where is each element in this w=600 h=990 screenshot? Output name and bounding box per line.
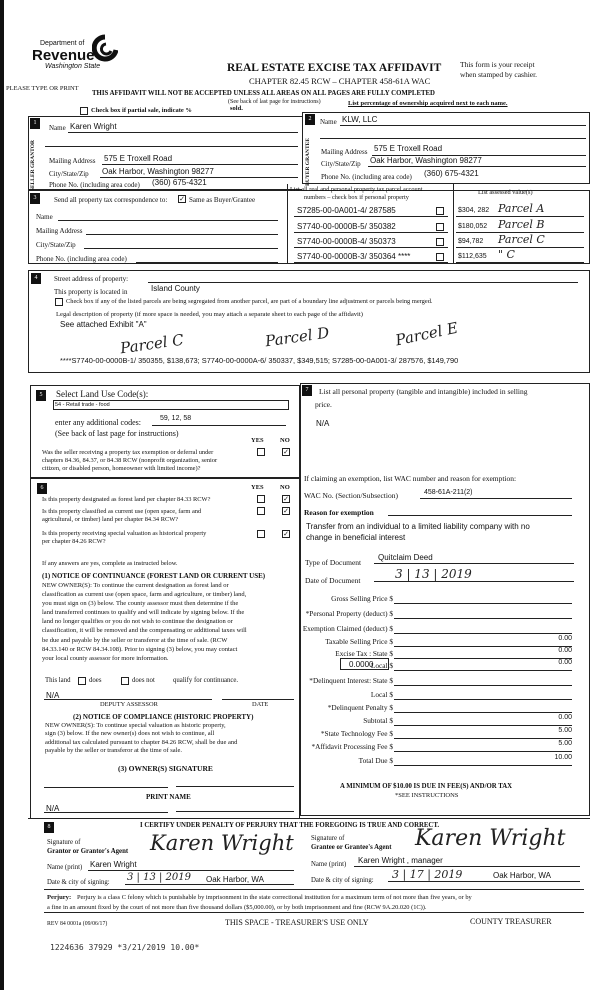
- reason-label: Reason for exemption: [304, 508, 374, 517]
- notice-line: classification, it will be removed and the compensating or additional taxes will: [42, 627, 247, 635]
- grantee-agent-label: Grantee or Grantee's Agent: [311, 844, 392, 851]
- date-label: DATE: [252, 701, 269, 708]
- parcel-header: List all real and personal property tax parcel account: [290, 186, 423, 193]
- does-not-label: does not: [132, 677, 155, 684]
- partial-sale-checkbox[interactable]: [80, 107, 88, 115]
- date-doc-label: Date of Document: [305, 576, 361, 585]
- exemption-no-checkbox[interactable]: ✓: [283, 448, 289, 456]
- notice-line: NEW OWNER(S): To continue the current designation as forest land or: [42, 582, 229, 589]
- section-number: 4: [31, 273, 41, 284]
- land-use-label: Select Land Use Code(s):: [56, 389, 149, 399]
- sold-label: sold.: [230, 105, 243, 112]
- street-label: Street address of property:: [54, 275, 129, 283]
- fee-value[interactable]: 0.00: [558, 635, 572, 642]
- grantee-sig-label: Signature of: [311, 835, 345, 842]
- additional-parcels: ****S7740-00-0000B-1/ 350355, $138,673; S7740-00-0000A-6/ 350337, $349,515; S7285-00-0A001-3/ 287576, $149,790: [60, 356, 459, 365]
- grantor-date-field[interactable]: 3 | 13 | 2019: [127, 872, 191, 883]
- seller-city-field[interactable]: Oak Harbor, Washington 98277: [102, 167, 214, 176]
- notice-line: land no longer qualifies or you do not wish to continue the designation or: [42, 618, 233, 626]
- fee-label: Local $: [370, 690, 393, 699]
- notice-line: 84.33.140 or RCW 84.34.108). Prior to signing (3) below, you may contact: [42, 645, 238, 653]
- parcel-header-2: numbers – check box if personal property: [304, 194, 409, 201]
- current-use-question-2: agricultural, or timber) land per chapter 84.34 RCW?: [42, 516, 179, 523]
- handwritten-parcel-d: Parcel D: [264, 323, 331, 351]
- dor-swirl-icon: [92, 34, 118, 62]
- historic-no-checkbox[interactable]: ✓: [283, 530, 289, 538]
- fee-value[interactable]: 5.00: [558, 727, 572, 734]
- county-field[interactable]: Island County: [151, 284, 200, 293]
- notice-line: land transferred continues to qualify and will indicate by signing below. If the: [42, 609, 245, 617]
- notice-continuance-title: (1) NOTICE OF CONTINUANCE (FOREST LAND OR CURRENT USE): [42, 572, 266, 580]
- grantor-agent-label: Grantor or Grantor's Agent: [47, 848, 129, 855]
- seller-name-label: Name: [49, 124, 66, 132]
- fee-value[interactable]: 5.00: [558, 740, 572, 747]
- buyer-name-field[interactable]: KLW, LLC: [342, 115, 378, 124]
- forest-question: Is this property designated as forest land per chapter 84.33 RCW?: [42, 496, 211, 503]
- buyer-phone-field[interactable]: (360) 675-4321: [424, 169, 479, 178]
- exemption-question-2: chapters 84.36, 84.37, or 84.38 RCW (nonprofit organization, senior: [42, 457, 218, 464]
- current-use-question: Is this property classified as current use (open space, farm and: [42, 508, 202, 515]
- type-doc-field[interactable]: Quitclaim Deed: [378, 553, 433, 562]
- county-treasurer-label: COUNTY TREASURER: [470, 917, 552, 926]
- section-number: 7: [302, 385, 312, 396]
- notice-compliance-text: [45, 722, 237, 755]
- perjury-text: Perjury is a class C felony which is punishable by imprisonment in the state correctional institution for a maximum term of not more than five years, or by: [77, 894, 472, 901]
- see-instructions: *SEE INSTRUCTIONS: [395, 792, 459, 799]
- logo-revenue: Revenue: [32, 47, 95, 64]
- historic-yes-checkbox[interactable]: [257, 530, 265, 538]
- grantor-name-field[interactable]: Karen Wright: [90, 860, 137, 869]
- parcel-number[interactable]: S7285-00-0A001-4/ 287585: [297, 206, 396, 215]
- located-label: This property is located in: [54, 288, 128, 296]
- notice-continuance-text: [42, 581, 247, 663]
- notice-compliance-title: (2) NOTICE OF COMPLIANCE (HISTORIC PROPERTY): [73, 713, 254, 721]
- does-label: does: [89, 677, 102, 684]
- logo-state: Washington State: [45, 63, 101, 70]
- seller-mail-field[interactable]: 575 E Troxell Road: [104, 154, 173, 163]
- grantee-date-label: Date & city of signing:: [311, 877, 374, 884]
- buyer-city-label: City/State/Zip: [321, 160, 361, 168]
- fee-label: Total Due $: [358, 756, 393, 765]
- section-number: 2: [305, 114, 315, 125]
- parcel-number[interactable]: S7740-00-0000B-5/ 350382: [297, 222, 396, 231]
- section-number: 5: [36, 390, 46, 401]
- fee-label: Gross Selling Price $: [331, 594, 393, 603]
- parcel-number[interactable]: S7740-00-0000B-4/ 350373: [297, 237, 396, 246]
- qualify-label: qualify for continuance.: [173, 677, 239, 684]
- personal-property-field[interactable]: N/A: [316, 419, 330, 428]
- grantee-date-field[interactable]: 3 | 17 | 2019: [392, 868, 463, 881]
- form-revision: REV 84 0001a (09/06/17): [47, 921, 108, 927]
- fee-label: Exemption Claimed (deduct) $: [302, 624, 393, 633]
- corr-phone-label: Phone No. (including area code): [36, 255, 127, 263]
- land-use-value: 54 - Retail trade - food: [55, 402, 110, 408]
- notice-line: your local county assessor for more information.: [42, 654, 169, 662]
- land-use-select[interactable]: [53, 400, 289, 410]
- yes-header: YES: [251, 437, 264, 444]
- reason-field[interactable]: Transfer from an individual to a limited liability company with no: [306, 522, 530, 531]
- print-name-field[interactable]: N/A: [46, 804, 60, 813]
- buyer-phone-label: Phone No. (including area code): [321, 173, 412, 181]
- fee-label: Taxable Selling Price $: [325, 637, 393, 646]
- logo-dept: Department of: [40, 40, 85, 47]
- personal-property-label: List all personal property (tangible and intangible) included in selling: [319, 387, 528, 396]
- date-doc-field[interactable]: 3 | 13 | 2019: [395, 567, 472, 581]
- seller-name-field[interactable]: Karen Wright: [70, 122, 117, 131]
- buyer-side-label: BUYER GRANTEE: [305, 138, 311, 186]
- warning: THIS AFFIDAVIT WILL NOT BE ACCEPTED UNLESS ALL AREAS ON ALL PAGES ARE FULLY COMPLETED: [92, 90, 435, 97]
- notice-line: sign (3) below. If the new owner(s) does not wish to continue, all: [45, 730, 215, 738]
- segregated-label: Check box if any of the listed parcels are being segregated from another parcel, are part of a boundary line adjustment or parcels being merged.: [66, 298, 433, 305]
- no-header: NO: [280, 437, 290, 444]
- see-back: (See back of last page for instructions): [228, 99, 321, 105]
- notice-line: be due and payable by the seller or transferor at the time of sale. (RCW: [42, 636, 228, 644]
- notice-line: NEW OWNER(S): To continue special valuation as historic property,: [45, 722, 226, 729]
- forest-yes-checkbox[interactable]: [257, 495, 265, 503]
- yes-header: YES: [251, 484, 264, 491]
- corr-mail-label: Mailing Address: [36, 227, 83, 235]
- fee-label: *Delinquent Penalty $: [327, 703, 393, 712]
- same-as-buyer-label: Same as Buyer/Grantee: [189, 196, 256, 204]
- corr-city-label: City/State/Zip: [36, 241, 76, 249]
- does-not-qualify-checkbox[interactable]: [121, 677, 129, 685]
- assessed-value[interactable]: $304, 282: [458, 207, 490, 214]
- deputy-assessor-field[interactable]: N/A: [46, 691, 60, 700]
- section-number: 3: [30, 193, 40, 204]
- list-pct: List percentage of ownership acquired next to each name.: [348, 100, 508, 107]
- handwritten-parcel-note: Parcel C: [498, 233, 545, 246]
- fee-label: Excise Tax : State $: [335, 649, 393, 658]
- fee-value[interactable]: 0.00: [558, 659, 572, 666]
- fee-label: Local $: [370, 661, 393, 670]
- treasurer-stamp: 1224636 37929 *3/21/2019 10.00*: [50, 943, 200, 952]
- current-use-yes-checkbox[interactable]: [257, 507, 265, 515]
- local-rate-value: 0.0000: [349, 660, 374, 669]
- grantee-name-field[interactable]: Karen Wright , manager: [358, 856, 443, 865]
- grantee-city-field[interactable]: Oak Harbor, WA: [493, 871, 551, 880]
- historic-question: Is this property receiving special valuation as historical property: [42, 530, 207, 537]
- personal-property-checkbox[interactable]: [436, 253, 444, 261]
- seller-phone-field[interactable]: (360) 675-4321: [152, 178, 207, 187]
- grantor-signature[interactable]: Karen Wright: [150, 831, 294, 855]
- seller-mail-label: Mailing Address: [49, 157, 96, 165]
- grantor-name-label: Name (print): [47, 864, 83, 871]
- fee-value[interactable]: 0.00: [558, 647, 572, 654]
- handwritten-parcel-c: Parcel C: [119, 330, 185, 358]
- handwritten-parcel-note: Parcel A: [498, 202, 545, 215]
- historic-question-2: per chapter 84.26 RCW?: [42, 538, 106, 545]
- perjury-label: Perjury:: [47, 894, 72, 901]
- notice-line: you must sign on (3) below. The county assessor must then determine if the: [42, 600, 239, 608]
- assessed-value[interactable]: $112,635: [458, 253, 487, 260]
- fee-value[interactable]: 10.00: [554, 754, 572, 761]
- current-use-no-checkbox[interactable]: ✓: [283, 507, 289, 515]
- no-header: NO: [280, 484, 290, 491]
- send-correspondence-label: Send all property tax correspondence to:: [54, 196, 168, 204]
- reason-field-2[interactable]: change in beneficial interest: [306, 533, 406, 542]
- grantor-city-field[interactable]: Oak Harbor, WA: [206, 875, 264, 884]
- notice-line: classification as current use (open space, farm and agriculture, or timber) land,: [42, 591, 247, 599]
- personal-property-checkbox[interactable]: [436, 207, 444, 215]
- see-back-5: (See back of last page for instructions): [55, 429, 179, 438]
- certify-statement: I CERTIFY UNDER PENALTY OF PERJURY THAT THE FOREGOING IS TRUE AND CORRECT.: [140, 822, 440, 829]
- same-as-buyer-checkbox[interactable]: ✓: [179, 195, 185, 203]
- grantee-signature[interactable]: Karen Wright: [415, 826, 566, 851]
- seller-city-label: City/State/Zip: [49, 170, 89, 178]
- receipt-note-2: when stamped by cashier.: [460, 70, 538, 79]
- wac-label: WAC No. (Section/Subsection): [304, 491, 398, 500]
- fee-label: *Affidavit Processing Fee $: [311, 742, 393, 751]
- legal-label: Legal description of property (if more space is needed, you may attach a separate sheet to each page of the affidavit): [56, 311, 363, 318]
- handwritten-parcel-e: Parcel E: [393, 318, 460, 350]
- owner-signature-title: (3) OWNER(S) SIGNATURE: [118, 764, 213, 773]
- print-name-label: PRINT NAME: [146, 793, 191, 801]
- additional-codes-label: enter any additional codes:: [55, 418, 141, 427]
- perjury-text-2: a fine in an amount fixed by the court of not more than five thousand dollars ($5,000.00), or by both imprisonment and fine (RCW 9A.20.020 (1C)).: [47, 904, 427, 911]
- buyer-mail-field[interactable]: 575 E Troxell Road: [374, 144, 443, 153]
- grantor-sig-label: Signature of: [47, 839, 81, 846]
- buyer-mail-label: Mailing Address: [321, 148, 368, 156]
- if-yes-note: If any answers are yes, complete as instructed below.: [42, 560, 178, 567]
- forest-no-checkbox[interactable]: ✓: [283, 495, 289, 503]
- fee-label: Subtotal $: [363, 716, 393, 725]
- notice-line: payable by the seller or transferor at the time of sale.: [45, 746, 182, 754]
- this-land-label: This land: [45, 677, 71, 684]
- value-header: List assessed value(s): [478, 189, 533, 196]
- partial-sale-label: Check box if partial sale, indicate %: [91, 107, 192, 114]
- scan-edge: [0, 0, 4, 990]
- handwritten-parcel-note: " C: [498, 248, 515, 261]
- section-number: 6: [37, 483, 47, 494]
- exemption-question-3: citizen, or disabled person, homeowner with limited income)?: [42, 465, 201, 472]
- exemption-question: Was the seller receiving a property tax exemption or deferral under: [42, 449, 214, 456]
- parcel-number[interactable]: S7740-00-0000B-3/ 350364 ****: [297, 252, 411, 261]
- form-chapter: CHAPTER 82.45 RCW – CHAPTER 458-61A WAC: [249, 76, 431, 86]
- legal-description-field[interactable]: See attached Exhibit "A": [60, 320, 147, 329]
- notice-line: additional tax calculated pursuant to chapter 84.26 RCW, shall be due and: [45, 738, 238, 746]
- segregated-checkbox[interactable]: [55, 298, 63, 306]
- wac-field[interactable]: 458-61A-211(2): [424, 489, 473, 496]
- exemption-yes-checkbox[interactable]: [257, 448, 265, 456]
- type-print-note: PLEASE TYPE OR PRINT: [6, 85, 79, 92]
- assessed-value[interactable]: $94,782: [458, 238, 484, 245]
- handwritten-parcel-note: Parcel B: [498, 218, 545, 231]
- personal-property-checkbox[interactable]: [436, 238, 444, 246]
- grantee-name-label: Name (print): [311, 861, 347, 868]
- corr-name-label: Name: [36, 213, 53, 221]
- section-number: 1: [30, 118, 40, 129]
- personal-property-checkbox[interactable]: [436, 223, 444, 231]
- fee-label: *Personal Property (deduct) $: [305, 609, 393, 618]
- section-number: 8: [44, 822, 54, 833]
- form-title: REAL ESTATE EXCISE TAX AFFIDAVIT: [227, 62, 442, 74]
- claiming-label: If claiming an exemption, list WAC number and reason for exemption:: [304, 474, 517, 483]
- minimum-note: A MINIMUM OF $10.00 IS DUE IN FEE(S) AND/OR TAX: [340, 783, 513, 790]
- assessed-value[interactable]: $180,052: [458, 223, 488, 230]
- price-label: price.: [315, 400, 332, 409]
- treasurer-space-label: THIS SPACE - TREASURER'S USE ONLY: [225, 918, 369, 927]
- receipt-note: This form is your receipt: [460, 60, 535, 69]
- fee-label: *Delinquent Interest: State $: [309, 676, 393, 685]
- fee-label: *State Technology Fee $: [320, 729, 393, 738]
- buyer-city-field[interactable]: Oak Harbor, Washington 98277: [370, 156, 482, 165]
- deputy-assessor-label: DEPUTY ASSESSOR: [100, 701, 158, 708]
- seller-side-label: SELLER GRANTOR: [30, 140, 36, 192]
- type-doc-label: Type of Document: [305, 558, 362, 567]
- buyer-name-label: Name: [320, 118, 337, 126]
- fee-value[interactable]: 0.00: [558, 714, 572, 721]
- seller-phone-label: Phone No. (including area code): [49, 181, 140, 189]
- additional-codes-field[interactable]: 59, 12, 58: [160, 415, 192, 422]
- does-qualify-checkbox[interactable]: [78, 677, 86, 685]
- grantor-date-label: Date & city of signing:: [47, 879, 110, 886]
